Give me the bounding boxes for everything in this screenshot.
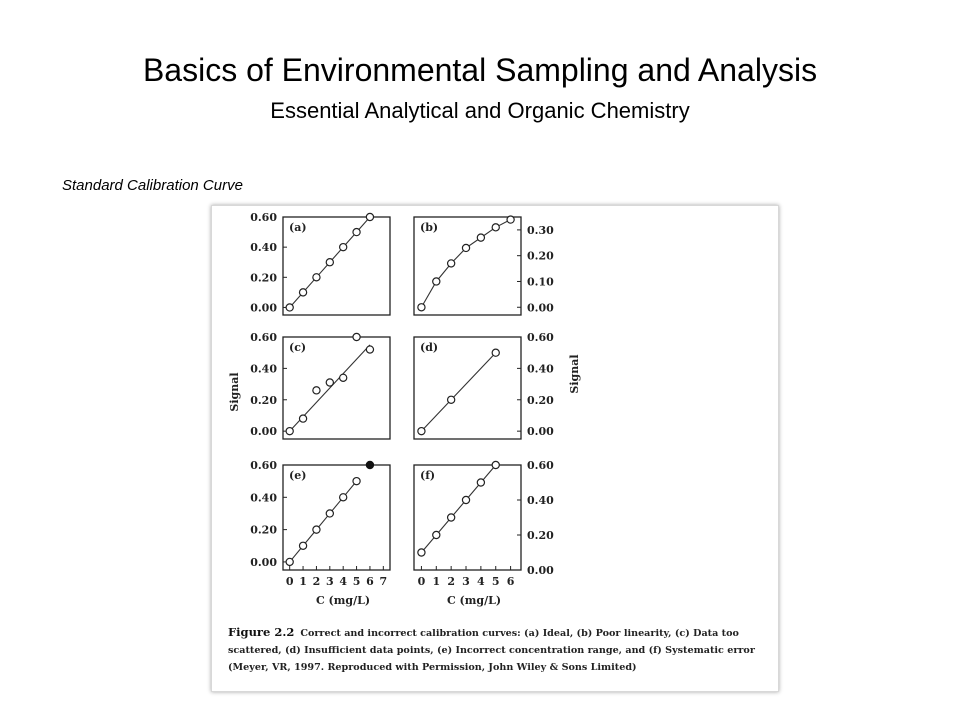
- x-axis-label-right: C (mg/L): [446, 594, 502, 607]
- panel-b-ytick-label: 0.10: [527, 275, 554, 289]
- slide-subtitle: Essential Analytical and Organic Chemistry: [270, 98, 690, 123]
- y-axis-label-right: Signal: [568, 354, 581, 394]
- panel-f-ytick-label: 0.40: [527, 494, 554, 507]
- panel-a-ytick-label: 0.60: [250, 211, 277, 224]
- panel-f-data-point: [418, 549, 425, 556]
- y-axis-label-left: Signal: [228, 372, 241, 412]
- panel-c-data-point: [353, 333, 360, 340]
- panel-c-data-point: [313, 387, 320, 394]
- panel-c-data-point: [340, 374, 347, 381]
- panel-f-data-point: [492, 461, 499, 468]
- panel-f-xtick-label: 2: [447, 575, 455, 588]
- panel-b-data-point: [492, 224, 499, 231]
- panel-f-ytick-label: 0.60: [527, 459, 554, 472]
- panel-d-data-point: [448, 396, 455, 403]
- panel-a-data-point: [326, 259, 333, 266]
- panel-d-ytick-label: 0.00: [527, 425, 554, 439]
- section-label: Standard Calibration Curve: [62, 177, 243, 194]
- figure-caption: [228, 624, 768, 676]
- panel-a-data-point: [299, 289, 306, 296]
- panel-c-data-point: [299, 415, 306, 422]
- panel-a-data-point: [313, 274, 320, 281]
- panel-e-data-point: [299, 542, 306, 549]
- panel-b-data-point: [462, 244, 469, 251]
- panel-e-data-point: [286, 558, 293, 565]
- panel-b-ytick-label: 0.30: [527, 223, 554, 237]
- panel-b-data-point: [433, 278, 440, 285]
- panel-c-label: (c): [289, 341, 307, 354]
- figure-caption-text: Correct and incorrect calibration curves: (a) Ideal, (b) Poor linearity, (c) Data too scattered, (d) Insufficient data points, (e) Incorrect concentration range, and (f) Systematic error (Meyer, VR, 1997. Reproduced with Permission, John Wiley & Sons Limited): [228, 628, 755, 673]
- panel-d-data-point: [418, 428, 425, 435]
- panel-f-ytick-label: 0.20: [527, 529, 554, 542]
- panel-f-xtick-label: 6: [506, 575, 515, 588]
- calibration-plots: [212, 206, 778, 616]
- panel-e-outlier-point: [366, 461, 373, 468]
- panel-b-data-point: [418, 304, 425, 311]
- panel-e-data-point: [313, 526, 320, 533]
- figure-caption-label: Figure 2.2: [228, 625, 295, 639]
- panel-e-ytick-label: 0.20: [250, 523, 277, 537]
- panel-c-ytick-label: 0.40: [250, 362, 277, 376]
- panel-e-xtick-label: 2: [312, 575, 321, 588]
- panel-a-ytick-label: 0.20: [250, 271, 277, 285]
- panel-c-data-point: [286, 428, 293, 435]
- panel-a-ytick-label: 0.40: [250, 241, 277, 255]
- panel-f-xtick-label: 4: [477, 575, 485, 588]
- panel-e-xtick-label: 3: [325, 575, 334, 588]
- panel-c-ytick-label: 0.20: [250, 393, 277, 407]
- panel-c-ytick-label: 0.00: [250, 425, 277, 439]
- panel-a-data-point: [353, 228, 360, 235]
- panel-d-fit-line: [421, 353, 495, 431]
- panel-c-ytick-label: 0.60: [250, 331, 277, 344]
- panel-f-data-point: [462, 496, 469, 503]
- panel-a-data-point: [286, 304, 293, 311]
- slide-title: Basics of Environmental Sampling and Analysis: [142, 52, 818, 88]
- panel-e-xtick-label: 0: [285, 575, 294, 588]
- panel-f-xtick-label: 5: [491, 575, 500, 588]
- panel-e-ytick-label: 0.60: [250, 459, 277, 472]
- panel-d-ytick-label: 0.60: [527, 331, 554, 344]
- panel-a-data-point: [340, 244, 347, 251]
- panel-b-ytick-label: 0.00: [527, 301, 554, 315]
- panel-b-data-point: [507, 216, 514, 223]
- panel-d-ytick-label: 0.20: [527, 393, 554, 407]
- panel-f-xtick-label: 0: [417, 575, 426, 588]
- panel-e-data-point: [353, 478, 360, 485]
- panel-f-data-point: [477, 479, 484, 486]
- panel-e-ytick-label: 0.00: [250, 555, 277, 569]
- x-axis-label-left: C (mg/L): [315, 594, 371, 607]
- panel-d-data-point: [492, 349, 499, 356]
- panel-a-data-point: [366, 213, 373, 220]
- panel-e-xtick-label: 1: [299, 575, 307, 588]
- panel-b-data-point: [477, 234, 484, 241]
- panel-e-fit-line: [290, 481, 357, 562]
- panel-d-label: (d): [420, 341, 439, 354]
- panel-d-ytick-label: 0.40: [527, 362, 554, 376]
- calibration-figure: [211, 205, 779, 692]
- panel-f-ytick-label: 0.00: [527, 564, 554, 577]
- panel-b-data-point: [448, 260, 455, 267]
- panel-e-xtick-label: 5: [352, 575, 361, 588]
- panel-e-xtick-label: 6: [366, 575, 374, 588]
- panel-e-data-point: [340, 494, 347, 501]
- panel-e-label: (e): [289, 469, 307, 482]
- panel-f-data-point: [433, 531, 440, 538]
- panel-f-label: (f): [420, 469, 436, 482]
- panel-a-ytick-label: 0.00: [250, 301, 277, 315]
- panel-b-label: (b): [420, 221, 439, 234]
- panel-f-xtick-label: 1: [432, 575, 441, 588]
- panel-e-ytick-label: 0.40: [250, 491, 277, 505]
- panel-f-data-point: [448, 514, 455, 521]
- panel-b-ytick-label: 0.20: [527, 249, 554, 263]
- panel-c-data-point: [366, 346, 373, 353]
- panel-e-xtick-label: 4: [339, 575, 348, 588]
- panel-f-xtick-label: 3: [462, 575, 470, 588]
- panel-c-data-point: [326, 379, 333, 386]
- panel-e-xtick-label: 7: [379, 575, 388, 588]
- panel-a-label: (a): [289, 221, 307, 234]
- panel-e-data-point: [326, 510, 333, 517]
